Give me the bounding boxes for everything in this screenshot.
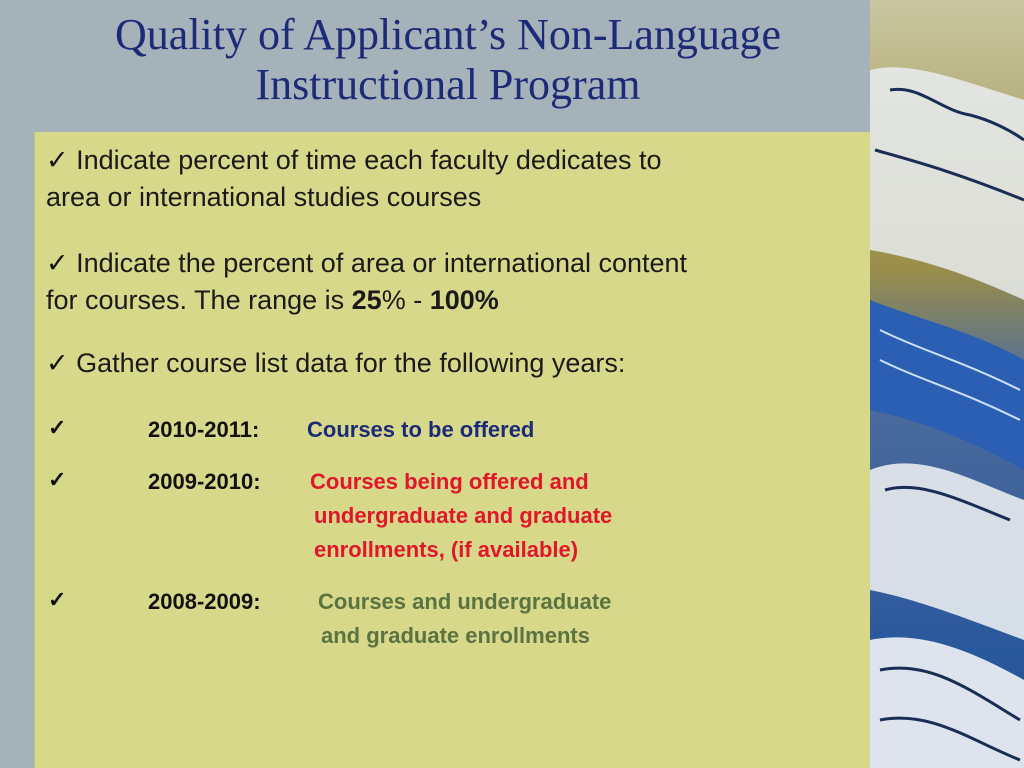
content-panel — [34, 132, 871, 768]
check-icon: ✓ — [48, 587, 67, 612]
bullet-text: Indicate percent of time each faculty dedicates to — [76, 145, 662, 175]
slide-title — [0, 10, 896, 110]
bullet-text: for courses. The range is — [46, 285, 352, 315]
check-icon: ✓ — [46, 248, 69, 278]
bullet-gather-data — [46, 345, 861, 382]
range-high: 100% — [429, 285, 499, 315]
check-icon: ✓ — [48, 415, 67, 440]
year-label: 2008-2009: — [148, 589, 261, 614]
check-icon: ✓ — [48, 467, 67, 492]
bullet-content-percent — [46, 245, 866, 319]
year-label: 2009-2010: — [148, 469, 261, 494]
title-line-2: Instructional Program — [255, 60, 641, 109]
year-description: undergraduate and graduate — [314, 503, 613, 528]
bullet-faculty-time — [46, 142, 861, 216]
range-sep: % - — [381, 285, 430, 315]
year-description: Courses to be offered — [307, 417, 535, 442]
bullet-text: Gather course list data for the following years: — [76, 348, 626, 378]
year-description: enrollments, (if available) — [314, 537, 579, 562]
check-icon: ✓ — [46, 348, 69, 378]
year-description: Courses being offered and — [310, 469, 589, 494]
year-description: and graduate enrollments — [321, 623, 590, 648]
bullet-text: Indicate the percent of area or international content — [76, 248, 688, 278]
title-line-1: Quality of Applicant’s Non-Language — [115, 10, 781, 59]
range-low: 25 — [351, 285, 382, 315]
bullet-text: area or international studies courses — [46, 182, 482, 212]
wave-decoration — [870, 0, 1024, 768]
year-description: Courses and undergraduate — [318, 589, 612, 614]
year-label: 2010-2011: — [148, 417, 260, 442]
check-icon: ✓ — [46, 145, 69, 175]
